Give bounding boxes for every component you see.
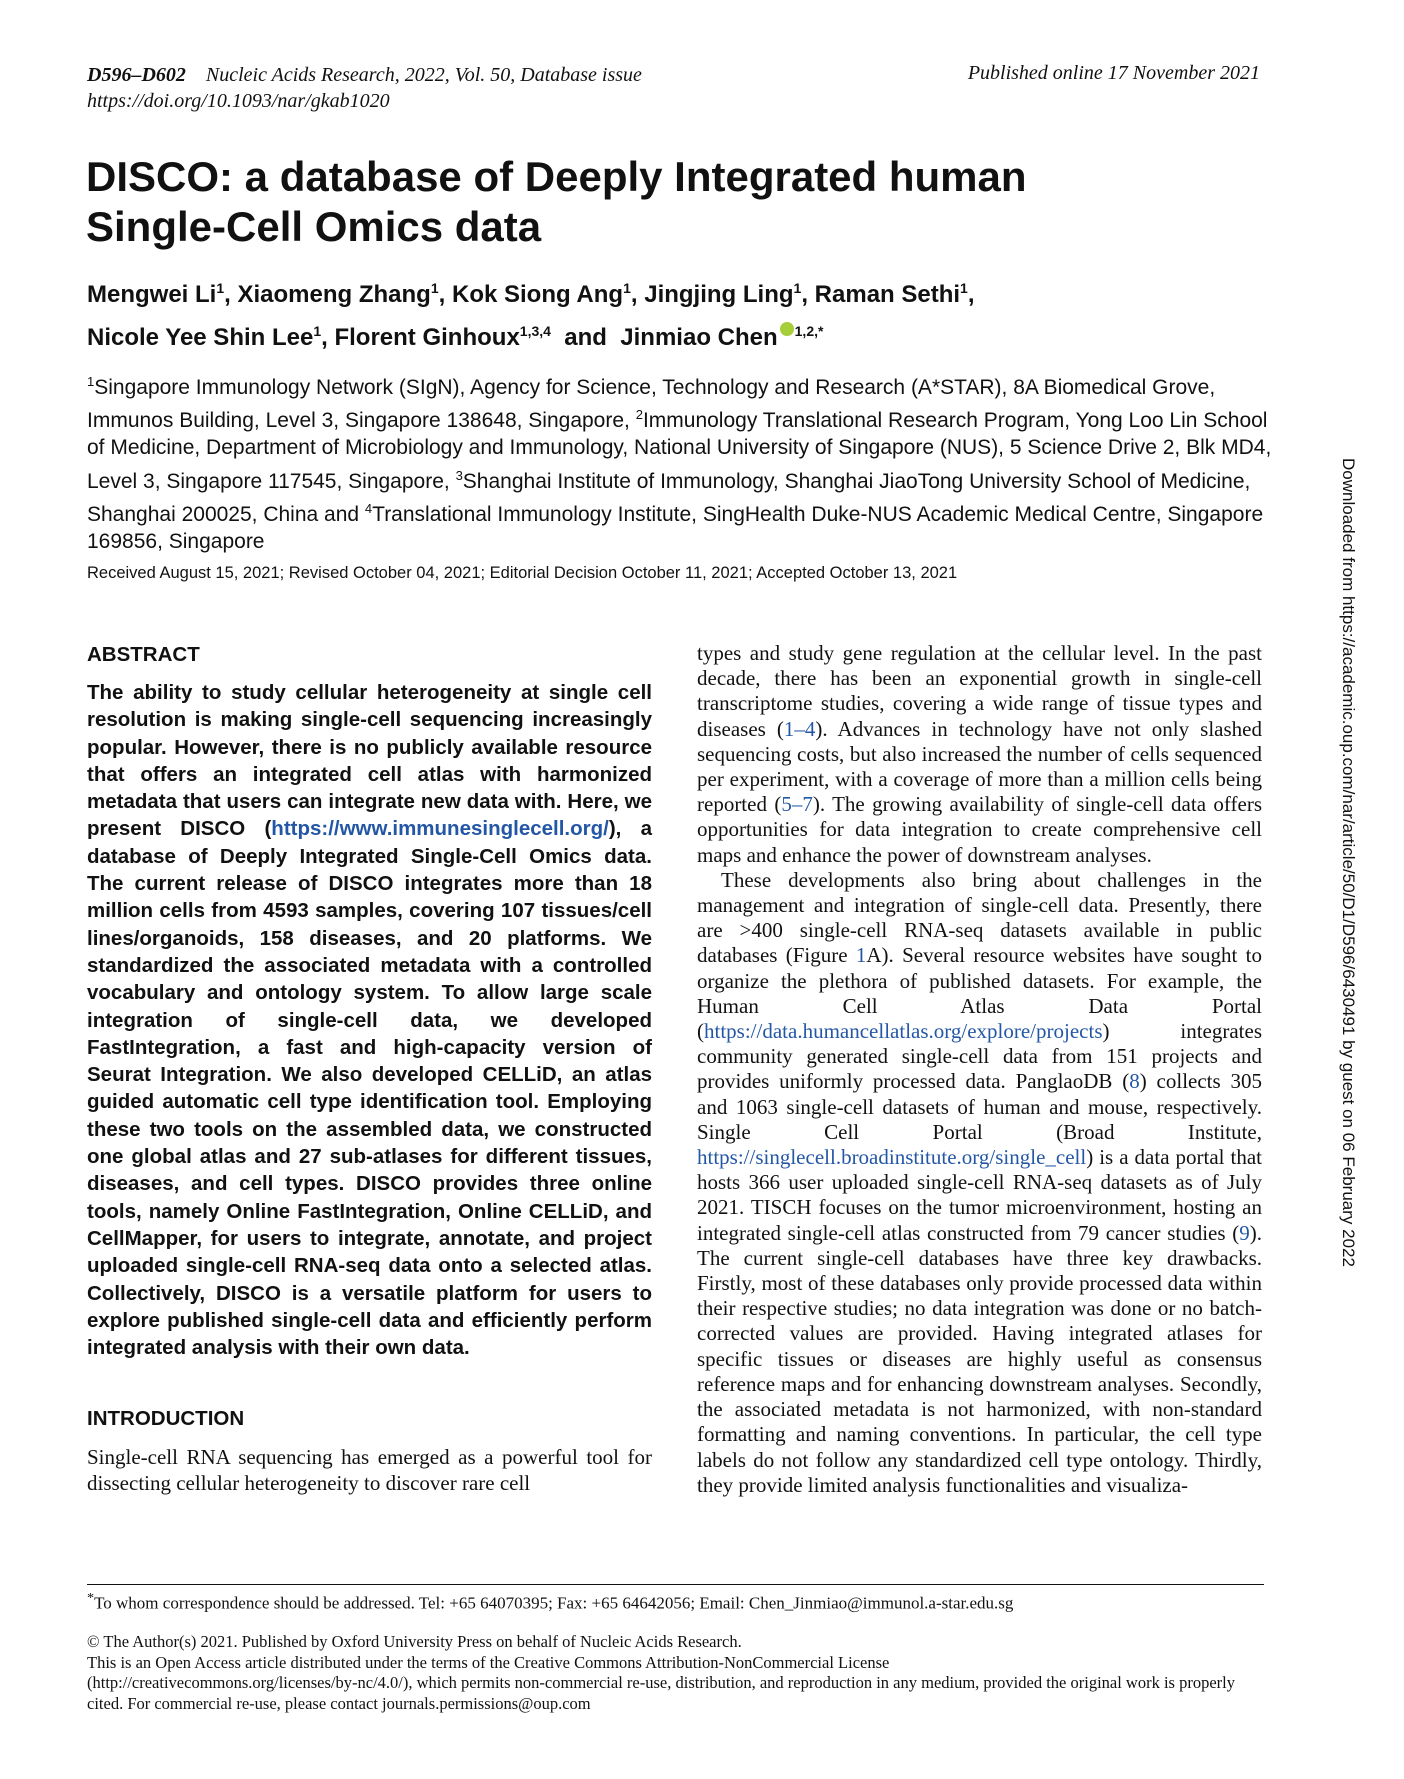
author[interactable]: Jinmiao Chen $^{1,2,*}$ <box>620 323 824 351</box>
doi-link[interactable]: https://doi.org/10.1093/nar/gkab1020 <box>87 90 390 112</box>
paragraph: types and study gene regulation at the cellular level. In the past decade, there has been an exponential growth in single-cell transcriptome studies, covering a wide range of tissue types and diseases (1–4). Advances in technology have not only slashed sequencing costs, but also increased the number of cells sequenced per experiment, with a coverage of more than a million cells being reported (5–7). The growing availability of single-cell data offers opportunities for data integration to create comprehensive cell maps and enhance the power of downstream analyses. <box>697 641 1262 867</box>
author[interactable]: Florent Ginhoux$^{1,3,4}$ <box>334 323 551 351</box>
page-range: D596–D602 <box>87 64 186 86</box>
author[interactable]: Raman Sethi$^1$ <box>814 280 968 308</box>
author[interactable]: Mengwei Li$^1$ <box>87 280 225 308</box>
right-column <box>697 641 1262 1498</box>
running-header <box>87 62 642 114</box>
left-column <box>87 641 652 1496</box>
download-watermark: Downloaded from https://academic.oup.com/nar/article/50/D1/D596/6430491 by guest on 06 February 2022 <box>1339 458 1358 1267</box>
journal-citation: Nucleic Acids Research, 2022, Vol. 50, Database issue <box>205 64 642 86</box>
abstract-text: The ability to study cellular heterogeneity at single cell resolution is making single-cell sequencing increasingly popular. However, there is no publicly available resource that offers an integrated cell atlas with harmonized metadata that users can integrate new data with. Here, we present DISCO (https://www.immunesinglecell.org/), a database of Deeply Integrated Single-Cell Omics data. The current release of DISCO integrates more than 18 million cells from 4593 samples, covering 107 tissues/cell lines/organoids, 158 diseases, and 20 platforms. We standardized the associated metadata with a controlled vocabulary and ontology system. To allow large scale integration of single-cell data, we developed FastIntegration, a fast and high-capacity version of Seurat Integration. We also developed CELLiD, an atlas guided automatic cell type identification tool. Employing these two tools on the assembled data, we constructed one global atlas and 27 sub-atlases for different tissues, diseases, and cell types. DISCO provides three online tools, namely Online FastIntegration, Online CELLiD, and CellMapper, for users to integrate, annotate, and project uploaded single-cell RNA-seq data onto a selected atlas. Collectively, DISCO is a versatile platform for users to explore published single-cell data and efficiently perform integrated analysis with their own data. <box>87 681 652 1360</box>
figure-link[interactable]: 1 <box>855 943 867 968</box>
manuscript-dates: Received August 15, 2021; Revised October 04, 2021; Editorial Decision October 11, 2021; Accepted October 13, 2021 <box>87 564 958 582</box>
paragraph: These developments also bring about challenges in the management and integration of single-cell data. Presently, there are >400 single-cell RNA-seq datasets available in public databases (Figure 1A). Several resource websites have sought to organize the plethora of published datasets. For example, the Human Cell Atlas Data Portal (https://data.humancellatlas.org/explore/projects) integrates community generated single-cell data from 151 projects and provides uniformly processed data. PanglaoDB (8) collects 305 and 1063 single-cell datasets of human and mouse, respectively. Single Cell Portal (Broad Institute, https://singlecell.broadinstitute.org/single_cell) is a data portal that hosts 366 user uploaded single-cell RNA-seq datasets as of July 2021. TISCH focuses on the tumor microenvironment, hosting an integrated single-cell atlas constructed from 79 cancer studies (9). The current single-cell databases have three key drawbacks. Firstly, most of these databases only provide processed data within their respective studies; no data integration was done or no batch-corrected values are provided. Having integrated atlases for specific tissues or diseases are highly useful as consensus reference maps and for enhancing downstream analyses. Secondly, the associated metadata is not harmonized, with non-standard formatting and naming conventions. In particular, the cell type labels do not follow any standardized cell type ontology. Thirdly, they provide limited analysis functionalities and visualiza- <box>697 867 1262 1497</box>
citation-link[interactable]: 9 <box>1239 1220 1250 1245</box>
author[interactable]: Xiaomeng Zhang$^1$ <box>237 280 439 308</box>
author-list: Mengwei Li$^1$, Xiaomeng Zhang$^1$, Kok Siong Ang$^1$, Jingjing Ling$^1$, Raman Sethi$^1$, Nicole Yee Shin Lee$^1$, Florent Ginhoux$^{1,3,4}$ and Jinmiao Chen $^{1,2,*}$ <box>87 280 975 351</box>
citation-link[interactable]: 8 <box>1129 1069 1140 1094</box>
author[interactable]: Kok Siong Ang$^1$ <box>451 280 631 308</box>
article-title <box>86 152 1286 252</box>
correspondence-footnote: *To whom correspondence should be addressed. Tel: +65 64070395; Fax: +65 64642056; Email: Chen_Jinmiao@immunol.a-star.edu.sg <box>87 1590 1014 1613</box>
orcid-icon[interactable] <box>780 322 794 336</box>
license-notice <box>87 1632 1267 1714</box>
title-line-1: DISCO: a database of Deeply Integrated human <box>86 153 1027 200</box>
author[interactable]: Jingjing Ling$^1$ <box>644 280 802 308</box>
citation-link[interactable]: 1–4 <box>783 716 816 741</box>
database-link[interactable]: https://www.immunesinglecell.org/ <box>271 817 609 841</box>
author[interactable]: Nicole Yee Shin Lee$^1$ <box>87 323 322 351</box>
footnote-divider <box>87 1584 1264 1585</box>
introduction-text-right <box>697 641 1262 1498</box>
affiliations: $^1$Singapore Immunology Network (SIgN), Agency for Science, Technology and Research (A*STAR), 8A Biomedical Grove, Immunos Building, Level 3, Singapore 138648, Singapore, $^2$Immunology Translational Research Program, Yong Loo Lin School of Medicine, Department of Microbiology and Immunology, National University of Singapore (NUS), 5 Science Drive 2, Blk MD4, Level 3, Singapore 117545, Singapore, $^3$Shanghai Institute of Immunology, Shanghai JiaoTong University School of Medicine, Shanghai 200025, China and $^4$Translational Immunology Institute, SingHealth Duke-NUS Academic Medical Centre, Singapore 169856, Singapore <box>87 374 1272 554</box>
published-date: Published online 17 November 2021 <box>967 62 1260 84</box>
citation-link[interactable]: 5–7 <box>781 792 813 817</box>
abstract-heading: ABSTRACT <box>87 643 200 666</box>
copyright-line: © The Author(s) 2021. Published by Oxford University Press on behalf of Nucleic Acids Research. <box>87 1632 742 1651</box>
license-line: This is an Open Access article distributed under the terms of the Creative Commons Attribution-NonCommercial License <box>87 1652 890 1672</box>
hca-portal-link[interactable]: https://data.humancellatlas.org/explore/projects <box>704 1019 1103 1044</box>
introduction-text-left: Single-cell RNA sequencing has emerged as a powerful tool for dissecting cellular heterogeneity to discover rare cell <box>87 1445 652 1495</box>
title-line-2: Single-Cell Omics data <box>86 203 542 250</box>
introduction-heading: INTRODUCTION <box>87 1407 245 1431</box>
single-cell-portal-link[interactable]: https://singlecell.broadinstitute.org/single_cell <box>697 1145 1087 1170</box>
license-terms: (http://creativecommons.org/licenses/by-nc/4.0/), which permits non-commercial re-use, distribution, and reproduction in any medium, provided the original work is properly cited. For commercial re-use, please contact journals.permissions@oup.com <box>87 1673 1235 1713</box>
